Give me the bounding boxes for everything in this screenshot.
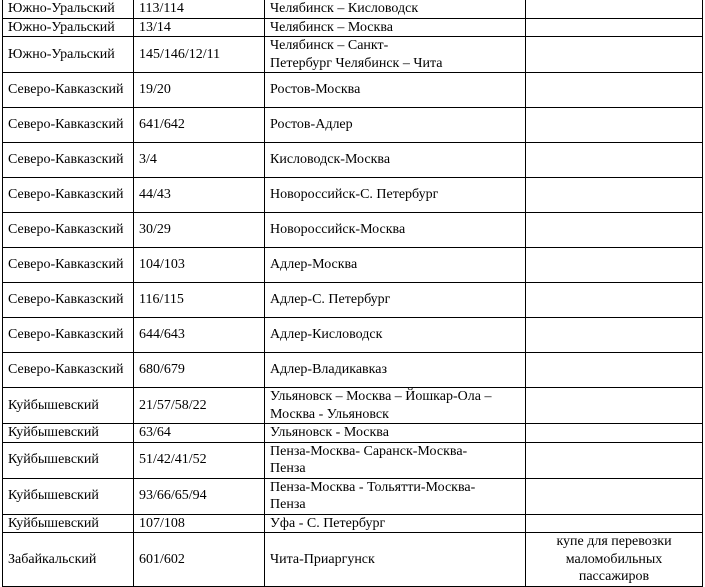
train-numbers-cell: 3/4 [134,143,265,178]
road-cell: Куйбышевский [3,424,134,443]
road-cell: Куйбышевский [3,478,134,514]
table-row [3,178,703,213]
table-row [3,353,703,388]
route-cell: Адлер-Владикавказ [265,353,526,388]
route-cell: Челябинск – Кисловодск [265,0,526,18]
table-row [3,478,703,514]
train-numbers-cell: 116/115 [134,283,265,318]
train-numbers-cell: 104/103 [134,248,265,283]
road-cell: Северо-Кавказский [3,248,134,283]
note-cell [526,353,703,388]
note-cell [526,283,703,318]
note-cell [526,0,703,18]
trains-table-body [3,0,703,587]
table-row [3,73,703,108]
road-cell: Куйбышевский [3,442,134,478]
route-cell: Ульяновск - Москва [265,424,526,443]
route-cell: Кисловодск-Москва [265,143,526,178]
note-cell [526,424,703,443]
note-cell [526,213,703,248]
note-cell [526,442,703,478]
route-cell: Ростов-Москва [265,73,526,108]
road-cell: Северо-Кавказский [3,178,134,213]
note-cell [526,248,703,283]
train-numbers-cell: 13/14 [134,18,265,37]
road-cell: Южно-Уральский [3,37,134,73]
train-numbers-cell: 601/602 [134,533,265,587]
trains-table [2,0,703,587]
table-row [3,108,703,143]
train-numbers-cell: 21/57/58/22 [134,388,265,424]
route-cell: Адлер-Москва [265,248,526,283]
note-cell: купе для перевозки маломобильных пассажиров [526,533,703,587]
route-cell: Пенза-Москва- Саранск-Москва- Пенза [265,442,526,478]
note-cell [526,18,703,37]
note-cell [526,143,703,178]
route-cell: Ульяновск – Москва – Йошкар-Ола – Москва - Ульяновск [265,388,526,424]
route-cell: Адлер-Кисловодск [265,318,526,353]
road-cell: Куйбышевский [3,514,134,533]
note-cell [526,37,703,73]
table-row [3,442,703,478]
train-numbers-cell: 44/43 [134,178,265,213]
note-cell [526,514,703,533]
table-row [3,533,703,587]
table-row [3,213,703,248]
road-cell: Северо-Кавказский [3,283,134,318]
road-cell: Северо-Кавказский [3,73,134,108]
road-cell: Северо-Кавказский [3,353,134,388]
train-numbers-cell: 113/114 [134,0,265,18]
note-cell [526,73,703,108]
table-row [3,318,703,353]
table-row [3,143,703,178]
table-row [3,248,703,283]
train-numbers-cell: 30/29 [134,213,265,248]
train-numbers-cell: 644/643 [134,318,265,353]
note-cell [526,178,703,213]
route-cell: Новороссийск-Москва [265,213,526,248]
road-cell: Северо-Кавказский [3,213,134,248]
train-numbers-cell: 93/66/65/94 [134,478,265,514]
note-cell [526,388,703,424]
road-cell: Северо-Кавказский [3,318,134,353]
table-row [3,514,703,533]
road-cell: Южно-Уральский [3,0,134,18]
road-cell: Северо-Кавказский [3,108,134,143]
table-row [3,424,703,443]
road-cell: Северо-Кавказский [3,143,134,178]
train-numbers-cell: 680/679 [134,353,265,388]
road-cell: Куйбышевский [3,388,134,424]
note-cell [526,108,703,143]
route-cell: Челябинск – Санкт- Петербург Челябинск – Чита [265,37,526,73]
note-cell [526,318,703,353]
table-row [3,37,703,73]
train-numbers-cell: 641/642 [134,108,265,143]
table-row [3,18,703,37]
route-cell: Челябинск – Москва [265,18,526,37]
train-numbers-cell: 107/108 [134,514,265,533]
route-cell: Ростов-Адлер [265,108,526,143]
table-row [3,388,703,424]
table-row [3,283,703,318]
note-cell [526,478,703,514]
train-numbers-cell: 145/146/12/11 [134,37,265,73]
road-cell: Южно-Уральский [3,18,134,37]
train-numbers-cell: 51/42/41/52 [134,442,265,478]
route-cell: Адлер-С. Петербург [265,283,526,318]
route-cell: Новороссийск-С. Петербург [265,178,526,213]
train-numbers-cell: 19/20 [134,73,265,108]
route-cell: Пенза-Москва - Тольятти-Москва- Пенза [265,478,526,514]
road-cell: Забайкальский [3,533,134,587]
train-numbers-cell: 63/64 [134,424,265,443]
route-cell: Уфа - С. Петербург [265,514,526,533]
table-row [3,0,703,18]
route-cell: Чита-Приаргунск [265,533,526,587]
